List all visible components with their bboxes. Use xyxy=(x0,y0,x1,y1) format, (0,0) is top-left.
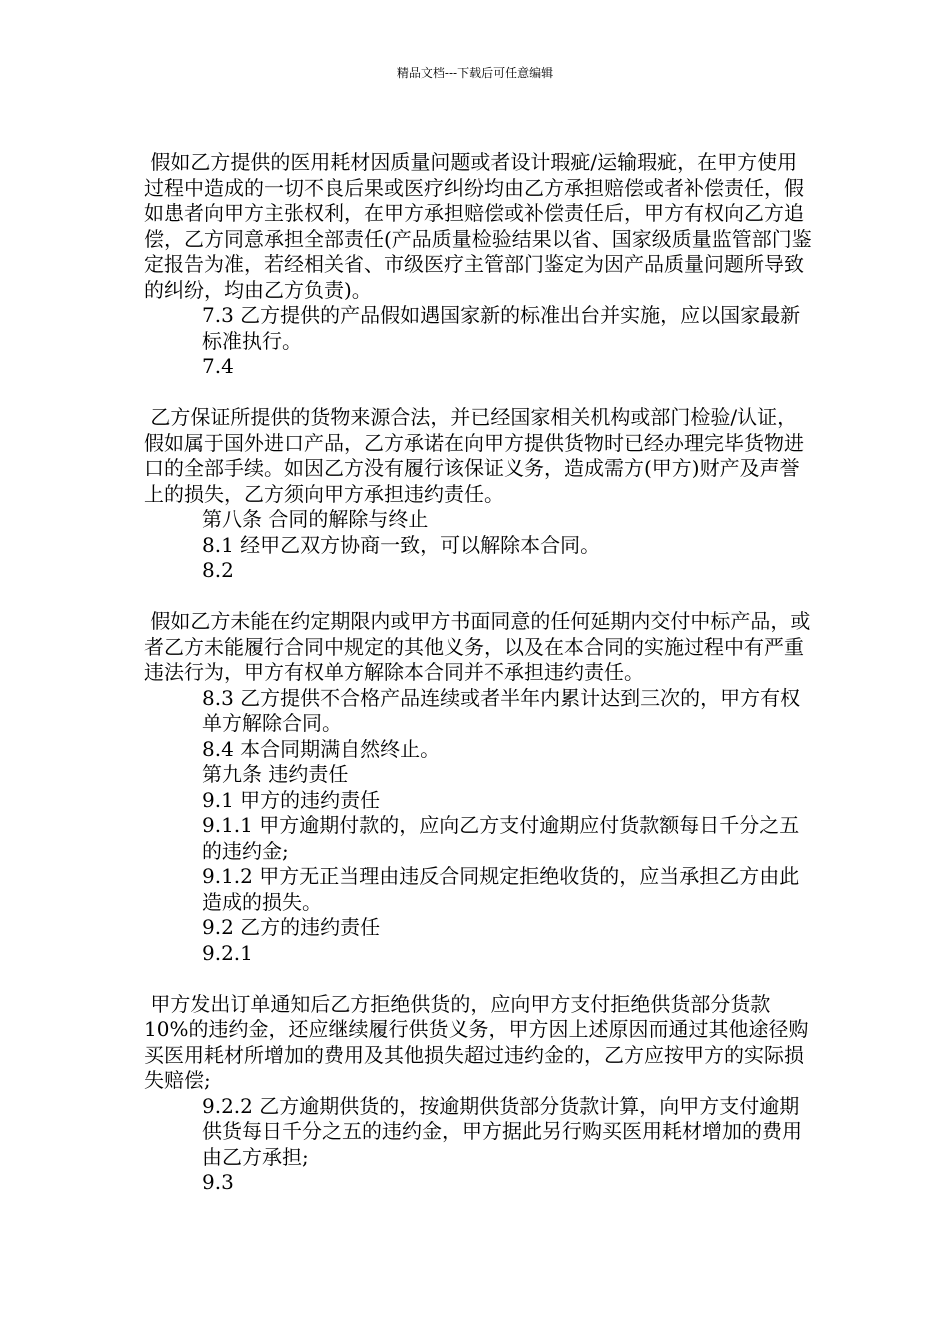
clause-8-4: 8.4 本合同期满自然终止。 xyxy=(202,736,441,761)
page-header: 精品文档---下载后可任意编辑 xyxy=(396,66,554,80)
clause-9-1-1: 9.1.1 甲方逾期付款的，应向乙方支付逾期应付货款额每日千分之五的违约金; xyxy=(202,813,800,863)
clause-9-1-2: 9.1.2 甲方无正当理由违反合同规定拒绝收货的，应当承担乙方由此造成的损失。 xyxy=(202,864,800,914)
clause-7-4-number: 7.4 xyxy=(202,354,234,378)
clause-8-1: 8.1 经甲乙双方协商一致，可以解除本合同。 xyxy=(202,532,601,557)
clause-9-1: 9.1 甲方的违约责任 xyxy=(202,787,381,812)
article-9-heading: 第九条 违约责任 xyxy=(202,762,349,786)
clause-7-3: 7.3 乙方提供的产品假如遇国家新的标准出台并实施，应以国家最新标准执行。 xyxy=(202,303,801,353)
paragraph-gap xyxy=(144,380,812,406)
clause-8-2-number: 8.2 xyxy=(202,558,234,582)
clause-9-2: 9.2 乙方的违约责任 xyxy=(202,915,381,939)
document-body xyxy=(144,150,812,1196)
clause-9-2-1-number: 9.2.1 xyxy=(202,940,253,965)
clause-9-2-2: 9.2.2 乙方逾期供货的，按逾期供货部分货款计算，向甲方支付逾期供货每日千分之五的违约金，甲方据此另行购买医用耗材增加的费用由乙方承担; xyxy=(202,1093,802,1169)
clause-8-3: 8.3 乙方提供不合格产品连续或者半年内累计达到三次的，甲方有权单方解除合同。 xyxy=(202,685,801,735)
paragraph-gap xyxy=(144,584,812,610)
clause-9-2-1-body: 甲方发出订单通知后乙方拒绝供货的，应向甲方支付拒绝供货部分货款 10%的违约金，还应继续履行供货义务，甲方因上述原因而通过其他途径购买医用耗材所增加的费用及其他损失超过违约金的，乙方应按甲方的实际损失赔偿; xyxy=(144,991,809,1092)
clause-7-4-body: 乙方保证所提供的货物来源合法，并已经国家相关机构或部门检验/认证，假如属于国外进口产品，乙方承诺在向甲方提供货物时已经办理完毕货物进口的全部手续。如因乙方没有履行该保证义务，造成需方(甲方)财产及声誉上的损失，乙方须向甲方承担违约责任。 xyxy=(144,405,804,506)
paragraph-7-2-body: 假如乙方提供的医用耗材因质量问题或者设计瑕疵/运输瑕疵，在甲方使用过程中造成的一切不良后果或医疗纠纷均由乙方承担赔偿或者补偿责任，假如患者向甲方主张权利，在甲方承担赔偿或补偿责任后，甲方有权向乙方追偿，乙方同意承担全部责任(产品质量检验结果以省、国家级质量监管部门鉴定报告为准，若经相关省、市级医疗主管部门鉴定为因产品质量问题所导致的纠纷，均由乙方负责)。 xyxy=(144,150,812,302)
paragraph-gap xyxy=(144,966,812,992)
clause-8-2-body: 假如乙方未能在约定期限内或甲方书面同意的任何延期内交付中标产品，或者乙方未能履行合同中规定的其他义务，以及在本合同的实施过程中有严重违法行为，甲方有权单方解除本合同并不承担违约责任。 xyxy=(144,609,811,684)
clause-9-3-number: 9.3 xyxy=(202,1170,234,1194)
article-8-heading: 第八条 合同的解除与终止 xyxy=(202,507,429,531)
